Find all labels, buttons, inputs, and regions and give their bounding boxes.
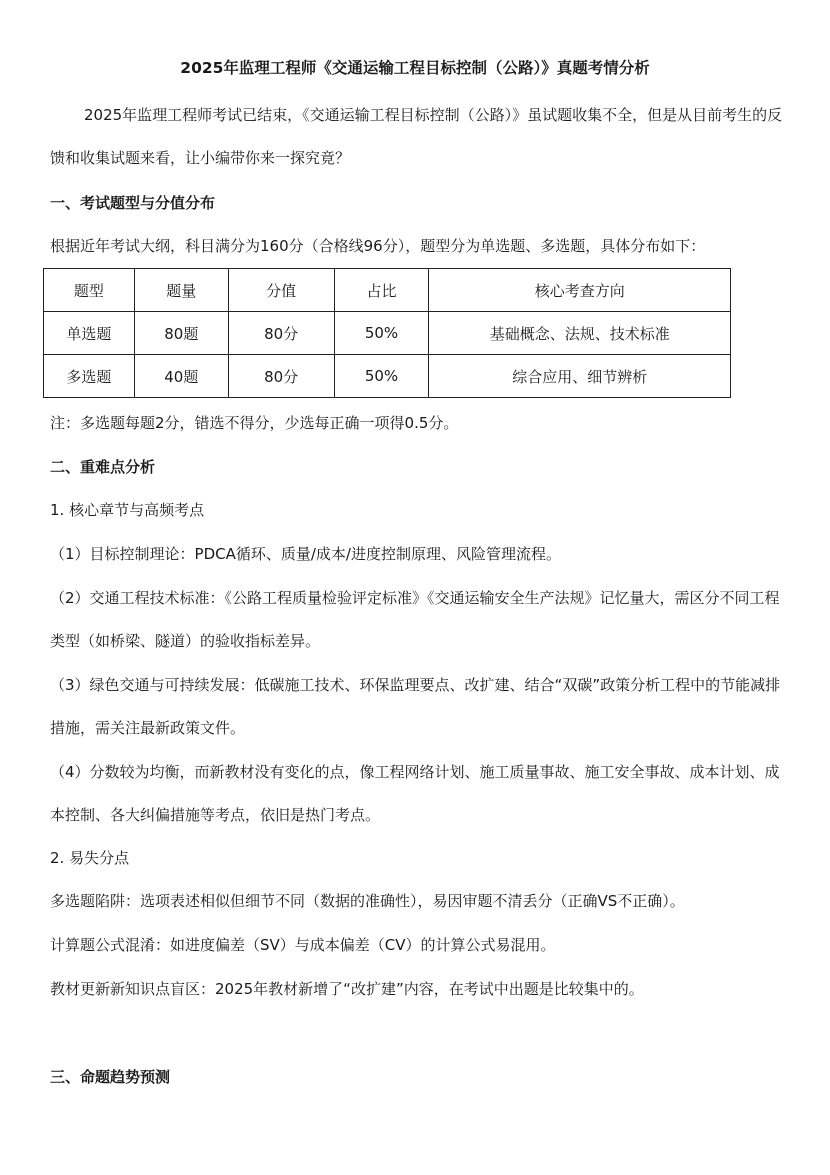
table-cell: 50% <box>334 355 429 398</box>
document-title: 2025年监理工程师《交通运输工程目标控制（公路）》真题考情分析 <box>180 59 650 77</box>
table-header-cell: 占比 <box>334 269 429 312</box>
table-cell: 多选题 <box>44 355 135 398</box>
list-item: 教材更新新知识点盲区：2025年教材新增了“改扩建”内容，在考试中出题是比较集中的。 <box>50 980 644 998</box>
table-cell: 80分 <box>228 355 334 398</box>
section-heading-3: 三、命题趋势预测 <box>50 1068 171 1086</box>
table-cell: 80题 <box>134 312 228 355</box>
table-header-cell: 分值 <box>228 269 334 312</box>
table-cell: 50% <box>334 312 429 355</box>
subheading-error-prone: 2. 易失分点 <box>50 849 130 867</box>
score-distribution-table <box>43 268 731 398</box>
section-heading-2: 二、重难点分析 <box>50 458 156 476</box>
table-cell: 综合应用、细节辨析 <box>429 355 731 398</box>
table-row <box>44 312 731 355</box>
list-item: （4）分数较为均衡，而新教材没有变化的点，像工程网络计划、施工质量事故、施工安全事故、成本计划、成本控制、各大纠偏措施等考点，依旧是热门考点。 <box>50 763 780 824</box>
table-note: 注：多选题每题2分，错选不得分，少选每正确一项得0.5分。 <box>50 414 459 432</box>
list-item: 计算题公式混淆：如进度偏差（SV）与成本偏差（CV）的计算公式易混用。 <box>50 936 556 954</box>
section-heading-1: 一、考试题型与分值分布 <box>50 194 216 212</box>
list-item: （2）交通工程技术标准：《公路工程质量检验评定标准》《交通运输安全生产法规》记忆量大，需区分不同工程类型（如桥梁、隧道）的验收指标差异。 <box>50 589 780 650</box>
table-cell: 40题 <box>134 355 228 398</box>
table-cell: 单选题 <box>44 312 135 355</box>
section-1-description: 根据近年考试大纲，科目满分为160分（合格线96分），题型分为单选题、多选题，具体分布如下： <box>50 237 706 255</box>
list-item: （3）绿色交通与可持续发展：低碳施工技术、环保监理要点、改扩建、结合“双碳”政策分析工程中的节能减排措施，需关注最新政策文件。 <box>50 676 781 737</box>
table-cell: 基础概念、法规、技术标准 <box>429 312 731 355</box>
list-item: （1）目标控制理论：PDCA循环、质量/成本/进度控制原理、风险管理流程。 <box>50 545 561 563</box>
table-header-row <box>44 269 731 312</box>
subheading-core-chapters: 1. 核心章节与高频考点 <box>50 501 205 519</box>
table-header-cell: 核心考查方向 <box>429 269 731 312</box>
intro-paragraph: 2025年监理工程师考试已结束，《交通运输工程目标控制（公路）》虽试题收集不全，但是从目前考生的反馈和收集试题来看，让小编带你来一探究竟？ <box>50 106 783 167</box>
table-row <box>44 355 731 398</box>
table-header-cell: 题型 <box>44 269 135 312</box>
table-header-cell: 题量 <box>134 269 228 312</box>
table-cell: 80分 <box>228 312 334 355</box>
list-item: 多选题陷阱：选项表述相似但细节不同（数据的准确性），易因审题不清丢分（正确VS不正确）。 <box>50 892 685 910</box>
